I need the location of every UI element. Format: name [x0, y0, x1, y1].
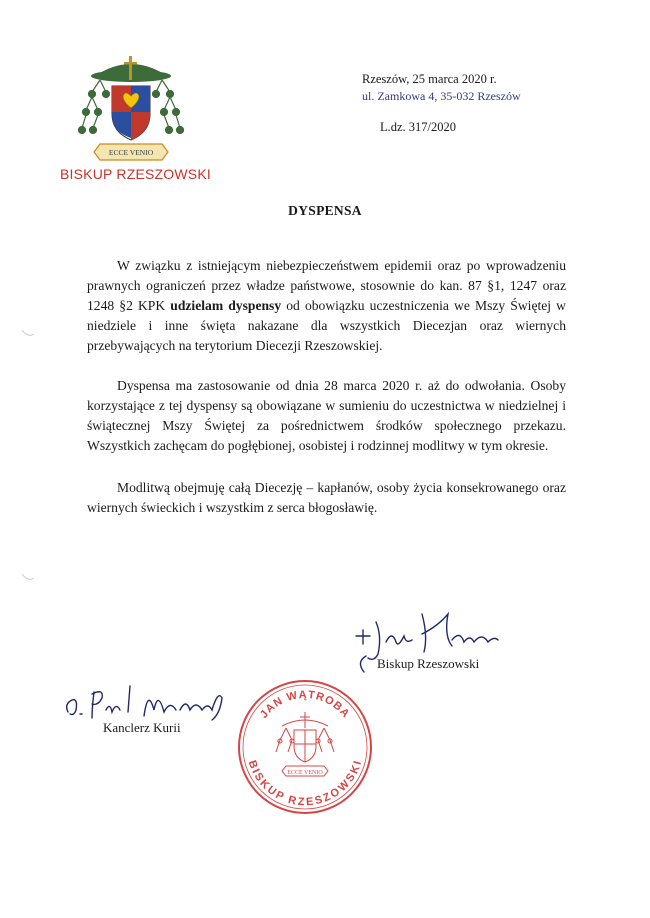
reference-number: L.dz. 317/2020: [380, 120, 457, 134]
paragraph-1-text: W związku z istniejącym niebezpieczeństwem epidemii oraz po wprowadzeniu prawnych ograniczeń przez władze państwowe, stosownie do kan. 87 §1, 1247 oraz 1248 §2 KPK: [87, 258, 566, 313]
paragraph-1-text-end: od obowiązku uczestniczenia we Mszy Świętej w niedziele i inne święta nakazane dla wszystkich Diecezjan oraz wiernych przebywających na terytorium Diecezji Rzeszowskiej.: [87, 298, 566, 353]
stamp-motto: ECCE VENIO: [287, 770, 323, 776]
issuer-name: BISKUP RZESZOWSKI: [60, 166, 211, 182]
chancellor-role: Kanclerz Kurii: [103, 720, 181, 735]
paragraph-1-bold: udzielam dyspensy: [170, 298, 282, 313]
paragraph-1: [87, 256, 566, 356]
official-stamp: [236, 678, 374, 816]
paragraph-2: Dyspensa ma zastosowanie od dnia 28 marca 2020 r. aż do odwołania. Osoby korzystające z tej dyspensy są obowiązane w sumieniu do uczestnictwa w niedzielnej i świątecznej Mszy Świętej za pośrednictwem środków społecznego przekazu. Wszystkich zachęcam do pogłębionej, osobistej i rodzinnej modlitwy w tym okresie.: [87, 378, 566, 453]
paragraph-3: Modlitwą obejmuję całą Diecezję – kapłanów, osoby życia konsekrowanego oraz wiernych świeckich i wszystkim z serca błogosławię.: [87, 480, 566, 515]
place-date: Rzeszów, 25 marca 2020 r.: [362, 72, 497, 86]
motto-text: ECCE VENIO: [108, 148, 154, 157]
stamp-top-text: JAN WĄTROBA: [257, 688, 353, 721]
stamp-bottom-text: BISKUP RZESZOWSKI: [245, 758, 365, 809]
punch-mark: [20, 572, 36, 582]
address: ul. Zamkowa 4, 35-032 Rzeszów: [362, 89, 521, 103]
bishop-role: Biskup Rzeszowski: [377, 656, 480, 671]
document-title: DYSPENSA: [288, 203, 362, 218]
punch-mark: [20, 328, 36, 338]
coat-of-arms-logo: [78, 52, 184, 168]
